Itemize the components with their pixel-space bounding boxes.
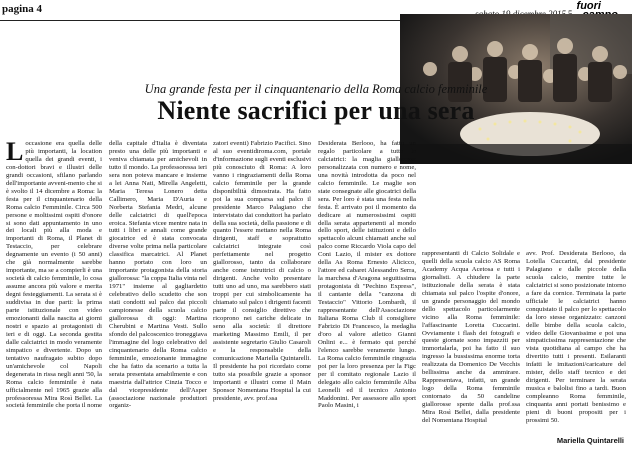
column-text: zatori eventi) Fabrizio Pacifici. Sino al suo eventidiroma.com, portale d'informazione sugli eventi esclusivi più conosciuto di Roma: A loro vanno i ringraziamenti della Roma calcio femminile per la grande disponibilità dimostrata. Ha fatto poi la sua comparsa sul palco il presidente Marco Palagiano che intervistato dai conduttori ha parlato della sua società, della passione e di quanto l'essere mettano nella Roma dirigenti, staff e soprattutto calciatrici integrate così perfettamente nel progetto giallorosso, tanto da collaborare anche come istruttrici di calcio o dirigenti. Anche volto presentare tutti uno ad uno, ma sarebbero stati troppi per cui simbolicamente ha chiamato sul palco i dirigenti facenti parte il consiglio direttivo che ricoprono nei cariche delicate in seno alla società: il direttore marketing Massimo Emili, il per assistente segretario Giulio Casaroli e la responsabile della comunicazione Mariella Quintarelli. Il presidente ha poi ricordato come tutto sia possibile grazie a sponsor importanti e illustri come il Main Sponsor Nomentana Hospital la cui presidente, avv. prof.ssa <box>213 140 311 402</box>
column-6 <box>526 250 626 436</box>
column-text: Desiderata Berlooo, ha fatto un regalo particolare a tutte le calciatrici: la maglia giallorossa personalizzata con numero e nome, una novità introdotta da poco nel calcio femminile. Le maglie son state consegnate alle giocatrici della sera. Per loro è stata una festa nella festa. È arrivato poi il momento da dedicare ai numerosissimi ospiti della serata appartenenti al mondo dello sport, delle istituzioni e dello spettacolo alcuni chiamati anche sul palco come Riccardo Viola capo del Coni Lazio, il mister ex dottore della As Roma Ernesto Alicicco, l'attore ed cabaret Alessandro Serra, la marchesa d'Aragona seguitissima protagonista di "Pechino Express", il cantante della "canzona di Testaccio" Vittorio Lombardi, il rappresentante dell'Associazione Italiana Roma Club il consigliere Fabrizio Di Francesco, la medaglia d'oro al valore atletico Gianni Onlini e... è fermato qui perché l'elenco sarebbe veramente lungo. La Roma calcio femminile ringrazia poi per la loro presenza per la Figc per il comitato regionale Lazio il delegato allo calcio femminile Alba Leonelli ed il tecnico Antonio Maddonini. Per assessore allo sport Paolo Masini, i <box>318 140 416 410</box>
column-text: rappresentanti di Calcio Solidale e quelli della scuola calcio AS Roma Academy Acqua Acetosa e tutti i giornalisti. A chiudere la parte istituzionale della serata è stata chiamata sul palco l'ospite d'onore, un grande personaggio del mondo dello spettacolo particolarmente vicino alla Roma femminile: l'affascinante Loretta Cuccarini. Ovviamente i flash dei fotografi e queste giornate sono impazziti per immortalarla, poi ha fatto il suo ingresso la bussissima enorme torta realizzata da Domenico De Vecchis bellissima anche da ammirare. Rappresentava, infatti, un grande logo della Roma femminile contornato da 50 candeline giallorosse spente dalla prof.ssa Mira Rosì Bellei, dalla presidente del Nomentana Hospital <box>422 250 520 425</box>
article-title: Niente sacrifici per una sera <box>157 96 475 125</box>
column-text: occasione era quella delle più importanti, la location quella dei grandi eventi, i con-dottori bravi e illustri delle grandi occasioni, sfilano parlando dell'importante avveni-mento che si è svolto il 14 dicembre a Roma: la festa per il cinquantenario della Roma calcio Femminile. Circa 500 persone e moltissimi ospiti d'onore si sono dati appuntamento in uno dei locali più alla moda e importanti di Roma, il Planet di Testaccio, per celebrare degnamente un evento (i 50 anni) che già normalmente sarebbe importante, ma se a compierli è una società di calcio femminile, lo cosa assume ancora più valore e merita degni festeggiamenti. La serata si è suddivisa in due parti: la prima parte istituzionale con video emozionanti dalla nascita ai giorni nostri e spazio ai protagonisti di ieri e di oggi. La seconda gestita dalle calciatrici in modo veramente simpatico e divertente. Dopo un tentativo naufragato subito dopo un'amichevole col Napoli degenerata in rissa negli anni '50, la Roma calcio femminile è nata ufficialmente nel 1965 grazie alla professoressa Mira Rosì Bellei. La società femminile che porta il nome <box>6 140 102 410</box>
article-kicker: Una grande festa per il cinquantenario della Roma calcio femminile <box>144 82 488 96</box>
article-body <box>0 140 632 436</box>
logo-top: fuori <box>576 0 601 12</box>
column-5 <box>422 250 520 436</box>
column-text: avv. Prof. Desiderata Berlooo, da Lotella Cuccarini, dal presidente Palagiano e dalle piccole della scuola calcio, mentre tutte le calciatrici si sono posizionate intorno a fare da cornice. Terminata la parte ufficiale le calciatrici hanno conquistato il palco per lo spettacolo da loro stesse organizzato: canzoni delle bimbe della scuola calcio, video delle Giovanissime e poi una simpaticissima rappresentazione che vista quotidiana al campo che ha divertito tutti i presenti. Esilaranti infatti le imitazioni/caricature del mister, dello staff tecnico e dei dirigenti. Per terminare la serata musica e balolisi fino a tardi. Buon compleanno Roma femminile, cinquanta anni portati benissimo e pieni di buoni propositi per i prossimi 50. <box>526 250 626 425</box>
column-3 <box>213 140 311 435</box>
column-text: della capitale d'Italia è diventata presto una delle più importanti e veniva chiamata per amichevoli in tutto il mondo. La professoressa ieri sera non poteva mancare e insieme a lei Anna Nati, Mirella Angeletti, Maria Teresa Lonero detta Callimero, Maria D'Auria e Norberta Stefania Medri, alcune delle calciatrici di quell'epoca eroica. Stefania vicee mentre nata in tutti i libri e annali come grande giocatrice ed è stata convocata diverse volte prima nella particolare classifica marcatrici. Al Planet hanno portato con loro un importante protagonista della storia giallorossa: "la coppa Italia vinta nel 1971" insieme al gagliardetto celebrativo dello scudetto che son stati condotti sul palco dai piccoli campionesse della scuola calcio giallorossa di oggi: Martina Cherubini e Martina Vesti. Sullo sfondo del palcoscenico troneggiava l'immagine del logo celebrativo del cinquantenario della Roma calcio femminile, emozionante immagine che ha fatto da scenario a tutta la serata presentata amabilmente e con maestria dall'attrice Cinzia Tocco e dal vicepresidente dell'Asper (associazione nazionale produttori organiz- <box>109 140 207 410</box>
drop-cap: L <box>6 140 24 166</box>
author-signature: Mariella Quintarelli <box>556 436 624 445</box>
column-1 <box>6 140 102 435</box>
column-4 <box>318 140 416 435</box>
column-2 <box>109 140 207 435</box>
page-label: pagina 4 <box>2 3 43 15</box>
